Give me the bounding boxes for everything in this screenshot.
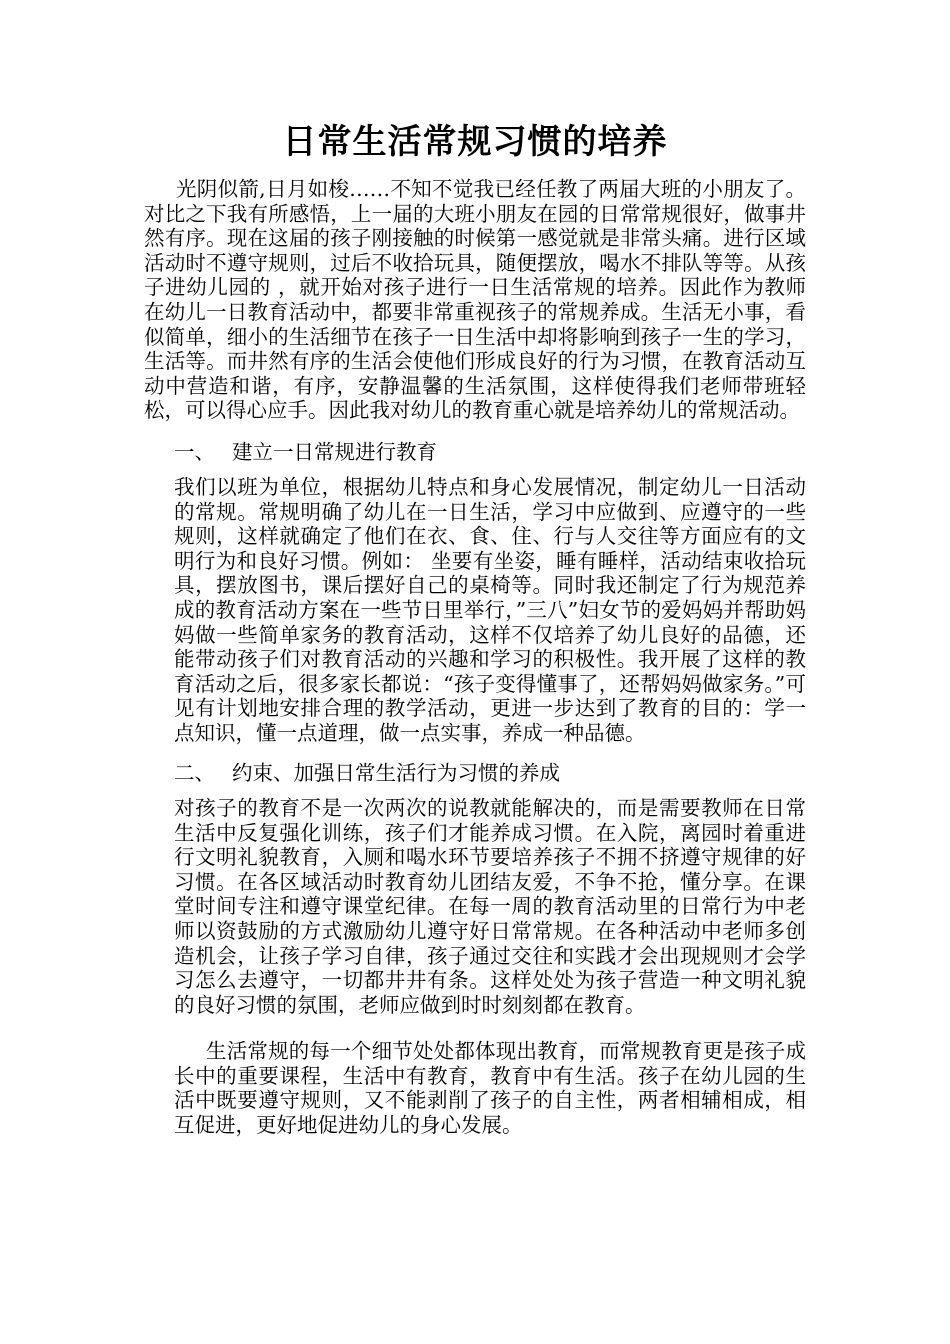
section-2-heading-text: 约束、加强日常生活行为习惯的养成 [232,761,560,785]
conclusion-paragraph: 生活常规的每一个细节处处都体现出教育，而常规教育更是孩子成长中的重要课程，生活中有教育，教育中有生活。孩子在幼儿园的生活中既要遵守规则，又不能剥削了孩子的自主性，两者相辅相成，相互促进，更好地促进幼儿的身心发展。 [174,1039,806,1137]
section-1-body: 我们以班为单位，根据幼儿特点和身心发展情况，制定幼儿一日活动的常规。常规明确了幼儿在一日生活，学习中应做到、应遵守的一些规则，这样就确定了他们在衣、食、住、行与人交往等方面应有的文明行为和良好习惯。例如： 坐要有坐姿，睡有睡样，活动结束收拾玩具，摆放图书，课后摆好自己的桌椅等。同时我还制定了行为规范养成的教育活动方案在一些节日里举行，”三八”妇女节的爱妈妈并帮助妈妈做一些简单家务的教育活动，这样不仅培养了幼儿良好的品德，还能带动孩子们对教育活动的兴趣和学习的积极性。我开展了这样的教育活动之后，很多家长都说：“孩子变得懂事了，还帮妈妈做家务。”可见有计划地安排合理的教学活动，更进一步达到了教育的目的：学一点知识，懂一点道理，做一点实事，养成一种品德。 [174,475,806,745]
section-2-number: 二、 [174,761,215,785]
intro-paragraph: 光阴似箭,日月如梭……不知不觉我已经任教了两届大班的小朋友了。对比之下我有所感悟，上一届的大班小朋友在园的日常常规很好，做事井然有序。现在这届的孩子刚接触的时候第一感觉就是非常头痛。进行区域活动时不遵守规则，过后不收拾玩具，随便摆放，喝水不排队等等。从孩子进幼儿园的 ，就开始对孩子进行一日生活常规的培养。因此作为教师在幼儿一日教育活动中，都要非常重视孩子的常规养成。生活无小事，看似简单，细小的生活细节在孩子一日生活中却将影响到孩子一生的学习，生活等。而井然有序的生活会使他们形成良好的行为习惯，在教育活动互动中营造和谐，有序，安静温馨的生活氛围，这样使得我们老师带班轻松，可以得心应手。因此我对幼儿的教育重心就是培养幼儿的常规活动。 [144,177,806,423]
document-title: 日常生活常规习惯的培养 [282,122,668,162]
section-1-heading-text: 建立一日常规进行教育 [232,440,437,464]
section-2-heading [174,761,560,785]
section-1-heading [174,440,437,464]
section-2-body: 对孩子的教育不是一次两次的说教就能解决的，而是需要教师在日常生活中反复强化训练，孩子们才能养成习惯。在入院，离园时着重进行文明礼貌教育，入厕和喝水环节要培养孩子不拥不挤遵守规律的好习惯。在各区域活动时教育幼儿团结友爱，不争不抢，懂分享。在课堂时间专注和遵守课堂纪律。在每一周的教育活动里的日常行为中老师以资鼓励的方式激励幼儿遵守好日常常规。在各种活动中老师多创造机会，让孩子学习自律，孩子通过交往和实践才会出现规则才会学习怎么去遵守，一切都井井有条。这样处处为孩子营造一种文明礼貌的良好习惯的氛围，老师应做到时时刻刻都在教育。 [174,796,806,1017]
section-1-number: 一、 [174,440,215,464]
